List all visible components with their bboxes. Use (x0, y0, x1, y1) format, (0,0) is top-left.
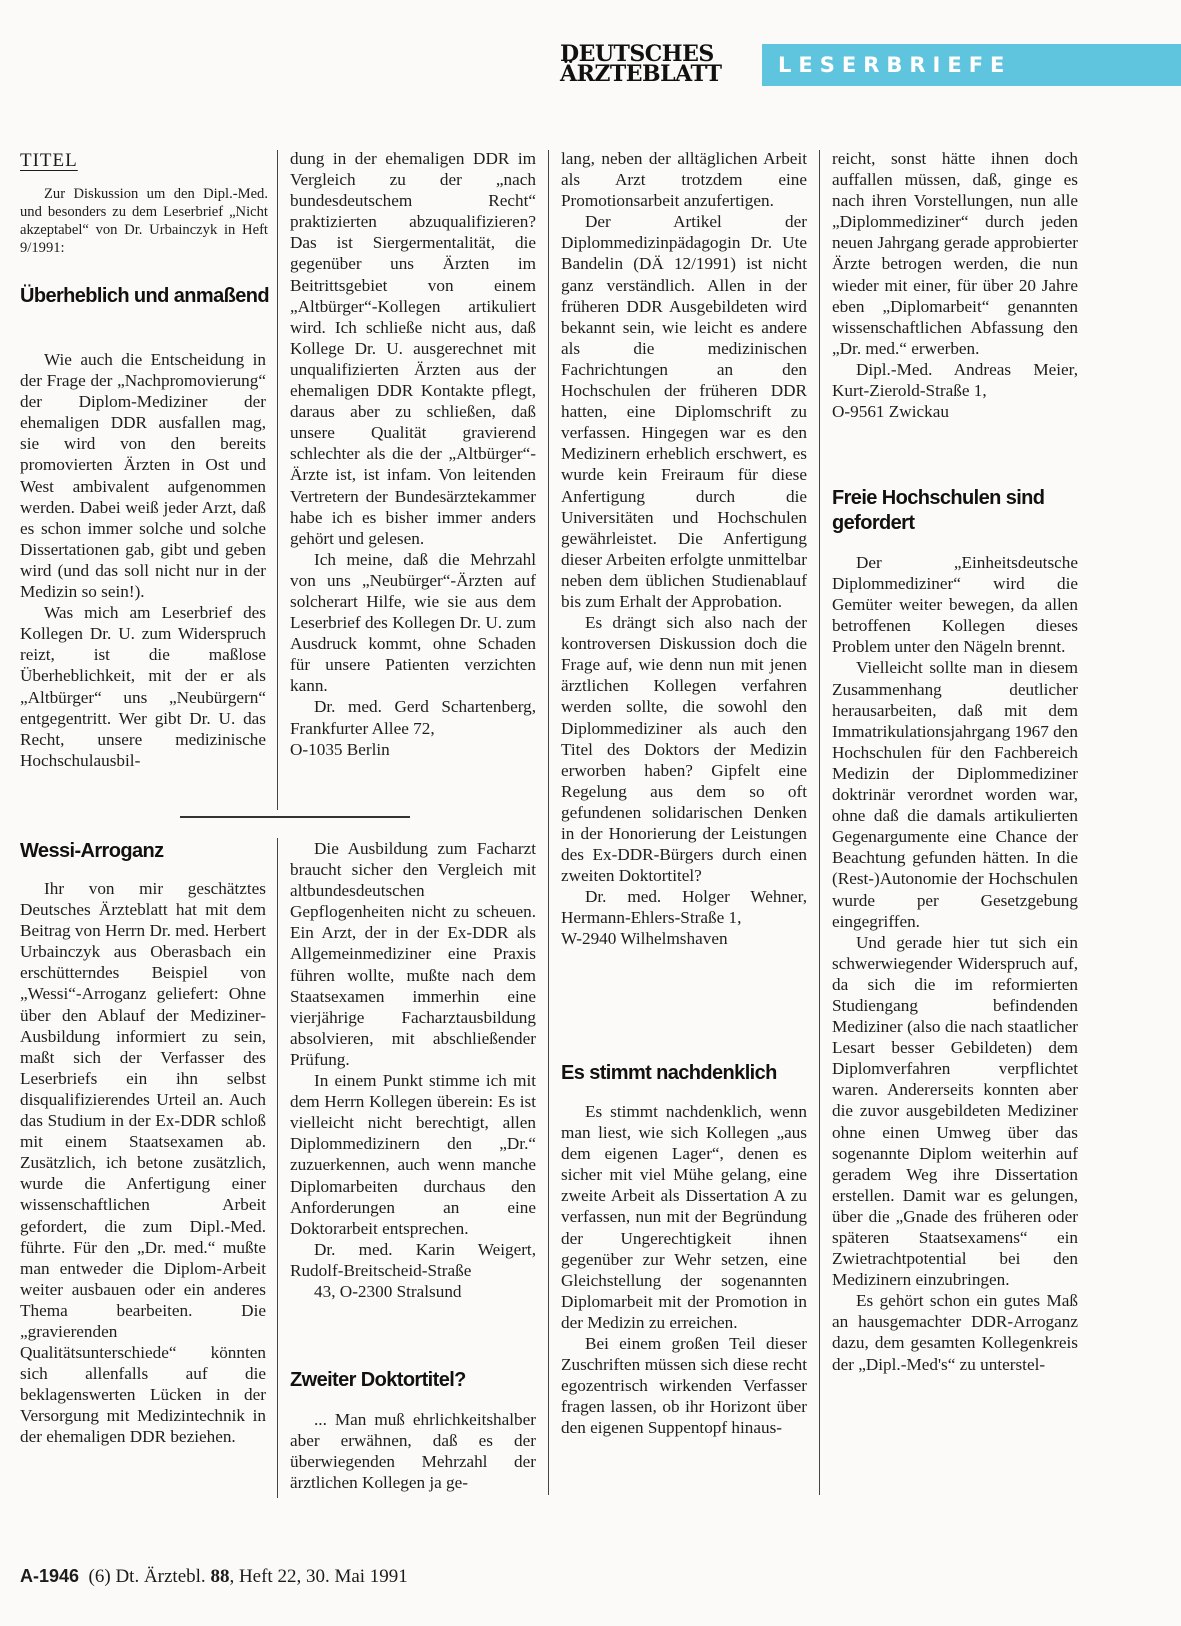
letter-3-signature (561, 886, 807, 949)
letter-1-paragraph: Ich meine, daß die Mehrzahl von uns „Neubürger“-Ärzten auf solcherart Hilfe, wie sie aus dem Leserbrief des Kollegen Dr. U. zum Ausdruck kommt, ohne Schaden für unsere Patienten verzichten kann. (290, 549, 536, 696)
letter-5-paragraph: Es gehört schon ein gutes Maß an hausgemachter DDR-Arroganz dazu, dem gesamten Kollegenkreis der „Dipl.-Med's“ zu unterstel- (832, 1291, 1078, 1374)
signature-line: Dipl.-Med. Andreas Meier, Kurt-Zierold-Straße 1, (832, 359, 1078, 401)
letter-2-paragraph: Die Ausbildung zum Facharzt braucht sicher den Vergleich mit altbundesdeutschen Gepflogenheiten nicht zu scheuen. Ein Arzt, der in der Ex-DDR als Allgemeinmediziner eine Praxis führen wollte, mußte nach dem Staatsexamen immerhin eine vierjährige Facharztausbildung absolvieren, mit abschließender Prüfung. (290, 839, 536, 1069)
letter-4-col-b (832, 148, 1078, 422)
letter-3-heading: Zweiter Doktortitel? (290, 1369, 466, 1391)
page-footer (20, 1566, 408, 1588)
letter-4-heading: Es stimmt nachdenklich (561, 1062, 777, 1084)
letter-5-paragraph: Vielleicht sollte man in diesem Zusammenhang deutlicher herausarbeiten, daß mit dem Immatrikulationsjahrgang 1967 den Hochschulen für den Fachbereich Medizin der Diplommediziner doktrinär verordnet worden war, ohne daß die damals artikulierten Gegenargumente eine Chance der Beachtung gefunden hätten. In die (Rest-)Autonomie der Hochschulen wurde per Gesetzgebung eingegriffen. (832, 658, 1078, 931)
signature-line: 43, O-2300 Stralsund (314, 1281, 462, 1301)
signature-line: O-1035 Berlin (290, 739, 390, 759)
letter-3-col-b (561, 148, 807, 950)
letter-1-paragraph: Was mich am Leserbrief des Kollegen Dr. U. zum Widerspruch reizt, ist die maßlose Überheblichkeit, mit der er als „Altbürger“ uns „Neubürgern“ entgegentritt. Wer gibt Dr. U. das Recht, unsere medizinische Hochschulausbil- (20, 603, 266, 770)
intro-note: Zur Diskussion um den Dipl.-Med. und besonders zu dem Leserbrief „Nicht akzeptabel“ von Dr. Urbainczyk in Heft 9/1991: (20, 186, 268, 256)
letter-2-signature (290, 1239, 536, 1302)
logo-line-2: ÄRZTEBLATT (560, 61, 722, 87)
citation-prefix: (6) Dt. Ärztebl. (88, 1566, 206, 1587)
letter-2-paragraph: Ihr von mir geschätztes Deutsches Ärzteblatt hat mit dem Beitrag von Herrn Dr. med. Herbert Urbainczyk aus Oberasbach ein erschütterndes Beispiel von „Wessi“-Arroganz geliefert: Ohne über den Ablauf der Mediziner-Ausbildung informiert zu sein, maßt sich der Verfasser des Leserbriefs ein ihn selbst disqualifizierendes Urteil an. Auch das Studium in der Ex-DDR schloß mit einem Staatsexamen ab. Zusätzlich, ich betone zusätzlich, wurde die Anfertigung einer wissenschaftlichen Arbeit gefordert, die zum Dipl.-Med. führte. Für den „Dr. med.“ mußte man entweder die Diplom-Arbeit weiter ausbauen oder ein anderes Thema bearbeiten. Die „gravierenden Qualitätsunterschiede“ könnten sich allenfalls auf die beklagenswerten Lücken in der Versorgung mit Medizintechnik in der ehemaligen DDR beziehen. (20, 879, 266, 1447)
column-rule (277, 838, 278, 1498)
letter-1-col-b (290, 148, 536, 760)
letter-4-paragraph: Es stimmt nachdenklich, wenn man liest, wie sich Kollegen „aus dem eigenen Lager“, denen es sicher mit viel Mühe gelang, eine zweite Arbeit als Dissertation A zu verfassen, nun mit der Begründung der Ungerechtigkeit ihnen gegenüber zur Wehr setzen, eine Gleichstellung der sogenannten Diplomarbeit mit der Promotion in der Medizin zu erreichen. (561, 1102, 807, 1332)
citation-suffix: , Heft 22, 30. Mai 1991 (229, 1566, 408, 1587)
letter-1-paragraph: Wie auch die Entscheidung in der Frage der „Nachpromovierung“ der Diplom-Mediziner der ehemaligen DDR ausfallen mag, sie wird von den bereits promovierten Ärzten in Ost und West ambivalent aufgenommen werden. Dabei weiß jeder Arzt, daß es schon immer solche und solche Dissertationen gab, gibt und geben wird (und das soll nicht nur in der Medizin so sein!). (20, 350, 266, 602)
column-rule (277, 150, 278, 810)
rubric-title: TITEL (20, 150, 78, 171)
letter-3-paragraph: Der Artikel der Diplommedizinpädagogin Dr. Ute Bandelin (DÄ 12/1991) ist nicht ganz verständlich. Allen in der früheren DDR Ausgebildeten wird bekannt sein, wie leicht es andere als die medizinischen Fachrichtungen an den Hochschulen der früheren DDR hatten, eine Diplomschrift zu verfassen. Hingegen war es den Medizinern erheblich erschwert, es wurde kein Freiraum für diese Anfertigung durch die Universitäten und Hochschulen gewährleistet. Die Anfertigung dieser Arbeiten erfolgte unmittelbar neben dem üblichen Studienablauf bis zum Erhalt der Approbation. (561, 212, 807, 611)
page-code: A-1946 (20, 1566, 80, 1586)
letter-4-paragraph: reicht, sonst hätte ihnen doch auffallen müssen, daß, ginge es nach ihren Vorstellungen, nun alle „Diplommediziner“ durch jeden neuen Jahrgang gerade approbierter Ärzte betrogen werden, die nun wieder mit einer, für über 20 Jahre eben „Diplomarbeit“ genannten wissenschaftlichen Abfassung den „Dr. med.“ erwerben. (832, 149, 1078, 358)
letter-3-col-a (290, 1409, 536, 1493)
column-rule (819, 150, 820, 1495)
letter-3-paragraph: Es drängt sich also nach der kontroversen Diskussion doch die Frage auf, wie denn nun mit jenen ärztlichen Kollegen verfahren werden sollte, die sowohl den Diplommediziner als auch den Titel des Doktors der Medizin erworben haben? Gipfelt eine Regelung aus dem so oft gefundenen solidarischen Denken in der Honorierung der Leistungen des Ex-DDR-Bürgers durch einen zweiten Doktortitel? (561, 613, 807, 886)
letter-5-col-a (832, 552, 1078, 1375)
logo-line-1: DEUTSCHES (560, 41, 714, 67)
journal-logo (560, 41, 740, 87)
letter-1-signature (290, 696, 536, 759)
letter-2-col-a (20, 878, 266, 1448)
column-rule (548, 150, 549, 1495)
letter-5-paragraph: Der „Einheitsdeutsche Diplommediziner“ wird die Gemüter weiter bewegen, da allen betroffenen Kollegen dieses Problem unter den Nägeln brennt. (832, 553, 1078, 657)
signature-line: Dr. med. Gerd Schartenberg, Frankfurter Allee 72, (290, 697, 536, 738)
signature-line: W-2940 Wilhelmshaven (561, 929, 728, 949)
letter-1-col-a (20, 349, 266, 771)
letter-3-paragraph: ... Man muß ehrlichkeitshalber aber erwähnen, daß es der überwiegenden Mehrzahl der ärztlichen Kollegen ja ge- (290, 1410, 536, 1493)
letter-2-heading: Wessi-Arroganz (20, 840, 164, 862)
letter-4-paragraph: Bei einem großen Teil dieser Zuschriften müssen sich diese recht egozentrisch wirkenden Verfasser fragen lassen, ob ihr Horizont über den eigenen Suppentopf hinaus- (561, 1334, 807, 1438)
volume-number: 88 (210, 1566, 230, 1587)
signature-line: Dr. med. Holger Wehner, Hermann-Ehlers-Straße 1, (561, 887, 807, 928)
letter-4-col-a (561, 1101, 807, 1439)
letter-5-heading: Freie Hochschulen sind gefordert (832, 487, 1045, 534)
signature-line: Dr. med. Karin Weigert, Rudolf-Breitscheid-Straße (290, 1239, 536, 1280)
letter-2-paragraph: In einem Punkt stimme ich mit dem Herrn Kollegen überein: Es ist vielleicht nicht berechtigt, allen Diplommedizinern den „Dr.“ zuzuerkennen, auch wenn manche Diplomarbeiten durchaus den Anforderungen an eine Doktorarbeit entsprechen. (290, 1071, 536, 1238)
letter-5-paragraph: Und gerade hier tut sich ein schwerwiegender Widerspruch auf, da sich die im reformierten Studiengang befindenden Mediziner (also die nach staatlicher Lesart besser Gebildeten) dem Diplomverfahren verpflichtet waren. Andererseits konnten aber die zuvor ausgebildeten Mediziner ohne einen Umweg über das sogenannte Diplom weiterhin auf geradem Weg ihre Dissertation erstellen. Damit war es gelungen, über die „Gnade des früheren oder späteren Staatsexamens“ ein Zwietrachtpotential bei den Medizinern einzubringen. (832, 932, 1078, 1290)
letter-2-col-b (290, 838, 536, 1302)
section-banner: LESERBRIEFE (762, 44, 1181, 86)
letter-3-paragraph: lang, neben der alltäglichen Arbeit als Arzt trotzdem eine Promotionsarbeit anzufertigen. (561, 149, 807, 211)
letter-1-paragraph: dung in der ehemaligen DDR im Vergleich zu der „nach bundesdeutschem Recht“ praktizierten abzuqualifizieren? Das ist Siergermentalität, die gegenüber uns Ärzten im Beitrittsgebiet von einem „Altbürger“-Kollegen artikuliert wird. Ich schließe nicht aus, daß Kollege Dr. U. ausgerechnet mit unqualifizierten Ärzten aus der ehemaligen DDR Kontakte pflegt, daraus aber zu schließen, daß unsere Qualität gravierend schlechter als die der „Altbürger“-Ärzte ist, ist infam. Von leitenden Vertretern der Bundesärztekammer habe ich es bisher immer anders gehört und gelesen. (290, 149, 536, 548)
section-divider (180, 816, 410, 818)
letter-1-heading: Überheblich und anmaßend (20, 285, 269, 307)
signature-line: O-9561 Zwickau (832, 402, 949, 422)
letter-4-signature (832, 359, 1078, 422)
